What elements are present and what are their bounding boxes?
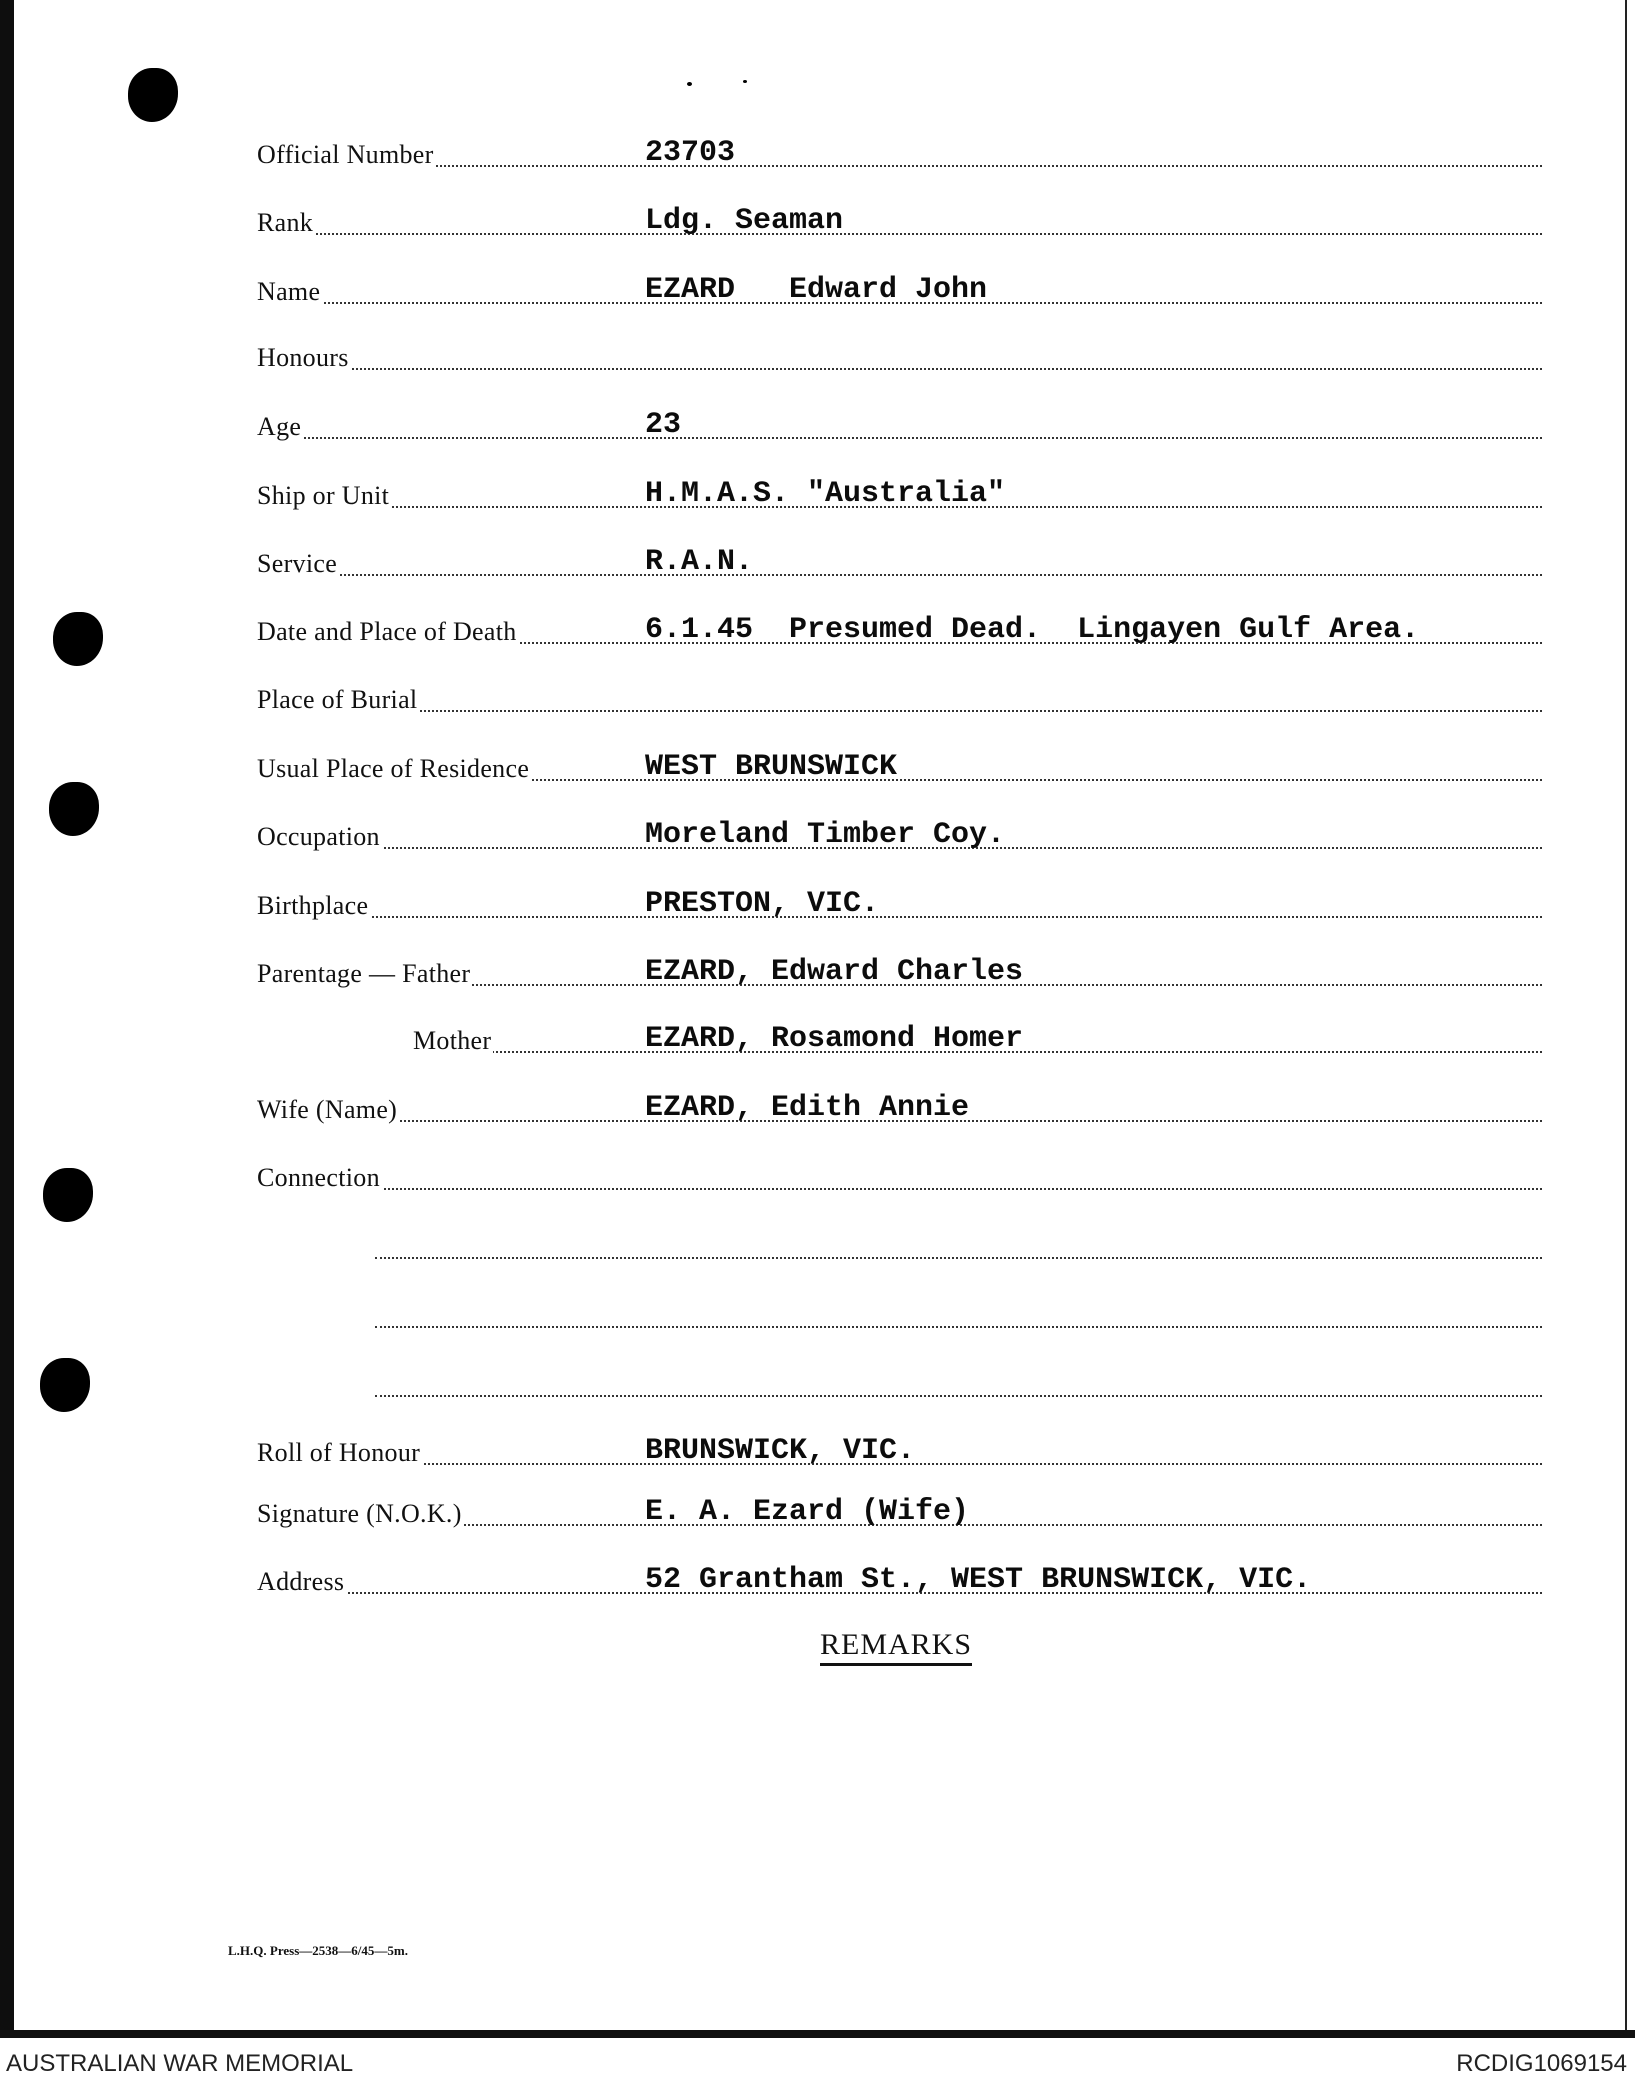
- field-label: Signature (N.O.K.): [257, 1499, 462, 1528]
- punch-hole: [53, 612, 103, 666]
- field-usual-residence: [257, 752, 1542, 792]
- field-place-of-burial: [257, 683, 1542, 723]
- field-value: EZARD, Edith Annie: [645, 1091, 970, 1125]
- field-signature-nok: [257, 1497, 1542, 1537]
- punch-hole: [49, 782, 99, 836]
- field-ship-or-unit: [257, 479, 1542, 519]
- ink-speck: [687, 82, 692, 86]
- field-date-place-of-death: [257, 615, 1542, 655]
- field-label: Connection: [257, 1163, 380, 1192]
- field-value: 52 Grantham St., WEST BRUNSWICK, VIC.: [645, 1563, 1312, 1597]
- field-connection: [257, 1161, 1542, 1201]
- field-label: Age: [257, 412, 302, 441]
- field-value: EZARD Edward John: [645, 273, 988, 307]
- field-value: 23: [645, 408, 682, 442]
- connection-extra-line: [375, 1368, 1542, 1408]
- field-value: EZARD, Edward Charles: [645, 955, 1024, 989]
- connection-extra-line: [375, 1230, 1542, 1270]
- punch-hole: [40, 1358, 90, 1412]
- field-label: Place of Burial: [257, 685, 418, 714]
- field-honours: [257, 341, 1542, 381]
- field-value: 6.1.45 Presumed Dead. Lingayen Gulf Area.: [645, 613, 1420, 647]
- field-value: PRESTON, VIC.: [645, 887, 880, 921]
- field-value: BRUNSWICK, VIC.: [645, 1434, 916, 1468]
- punch-hole: [43, 1168, 93, 1222]
- field-label: Wife (Name): [257, 1095, 398, 1124]
- scan-left-edge: [0, 0, 14, 2035]
- field-occupation: [257, 820, 1542, 860]
- field-label: Service: [257, 549, 338, 578]
- field-value: EZARD, Rosamond Homer: [645, 1022, 1024, 1056]
- punch-hole: [128, 68, 178, 122]
- field-label: Official Number: [257, 140, 434, 169]
- field-value: WEST BRUNSWICK: [645, 750, 898, 784]
- print-code: L.H.Q. Press—2538—6/45—5m.: [228, 1943, 408, 1958]
- item-id-caption: RCDIG1069154: [1456, 2050, 1627, 2077]
- field-label: Occupation: [257, 822, 380, 851]
- field-value: R.A.N.: [645, 545, 754, 579]
- field-value: E. A. Ezard (Wife): [645, 1495, 970, 1529]
- field-label: Birthplace: [257, 891, 369, 920]
- field-value: Moreland Timber Coy.: [645, 818, 1006, 852]
- field-value: H.M.A.S. "Australia": [645, 477, 1006, 511]
- field-wife: [257, 1093, 1542, 1133]
- field-label: Date and Place of Death: [257, 617, 517, 646]
- field-father: [257, 957, 1542, 997]
- field-label: Address: [257, 1567, 345, 1596]
- field-label: Mother: [413, 1026, 492, 1055]
- field-birthplace: [257, 889, 1542, 929]
- field-service: [257, 547, 1542, 587]
- field-label: Roll of Honour: [257, 1438, 421, 1467]
- field-official-number: [257, 138, 1542, 178]
- field-address: [257, 1565, 1542, 1605]
- remarks-heading: REMARKS: [820, 1628, 972, 1666]
- field-age: [257, 410, 1542, 450]
- scan-right-edge: [1625, 0, 1627, 2035]
- field-roll-of-honour: [257, 1436, 1542, 1476]
- field-value: 23703: [645, 136, 736, 170]
- field-value: Ldg. Seaman: [645, 204, 844, 238]
- field-mother: [257, 1024, 1542, 1064]
- field-label: Name: [257, 277, 321, 306]
- field-label: Rank: [257, 208, 314, 237]
- field-label: Honours: [257, 343, 349, 372]
- field-name: [257, 275, 1542, 315]
- field-label: Parentage — Father: [257, 959, 471, 988]
- ink-speck: [743, 80, 747, 83]
- field-label: Usual Place of Residence: [257, 754, 530, 783]
- field-label: Ship or Unit: [257, 481, 390, 510]
- connection-extra-line: [375, 1299, 1542, 1339]
- institution-caption: AUSTRALIAN WAR MEMORIAL: [6, 2050, 354, 2077]
- scan-bottom-bar: [0, 2030, 1635, 2038]
- field-rank: [257, 206, 1542, 246]
